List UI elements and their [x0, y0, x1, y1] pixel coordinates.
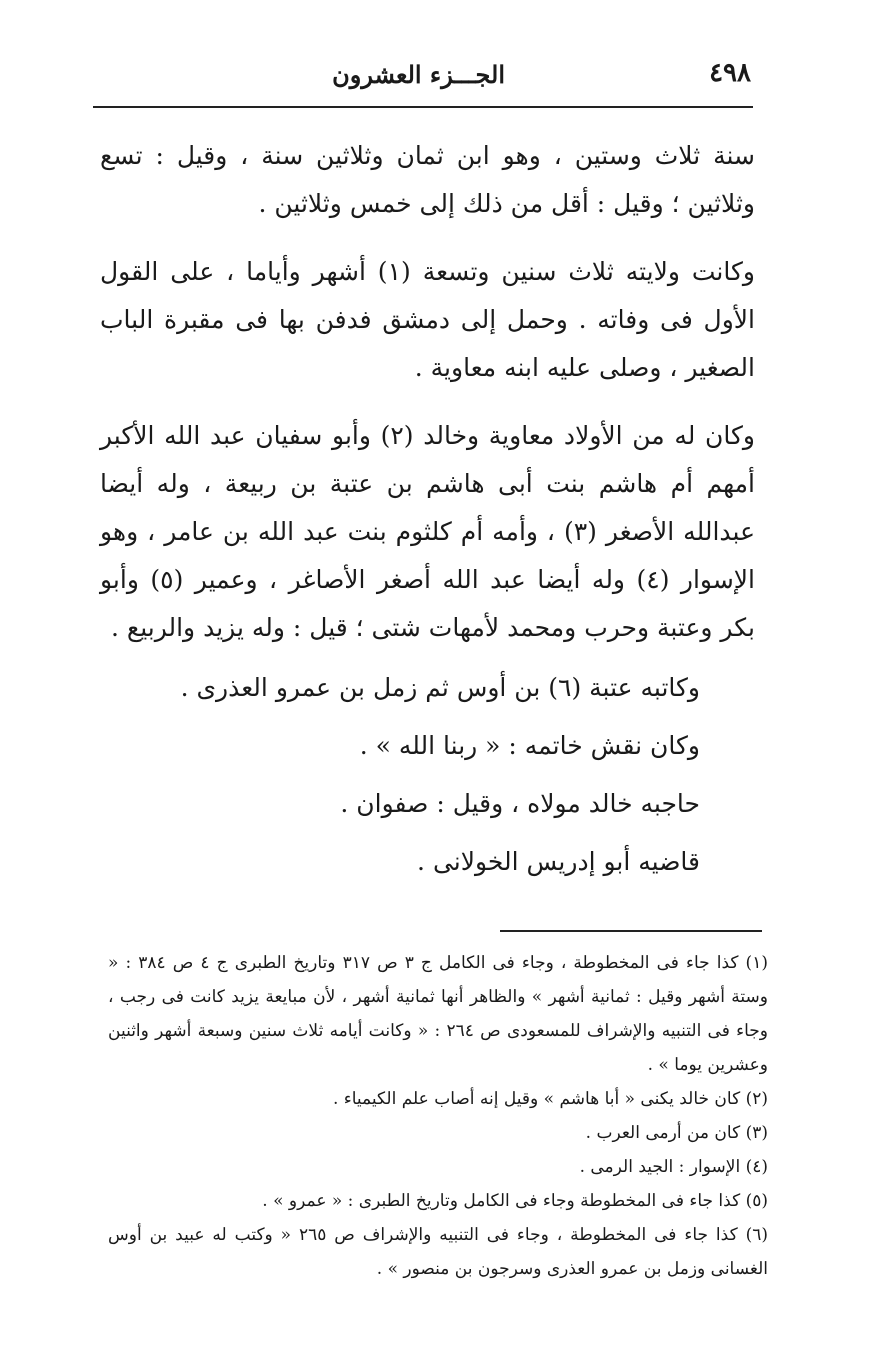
- line-scribe: وكاتبه عتبة (٦) بن أوس ثم زمل بن عمرو العذرى .: [180, 673, 700, 702]
- footnotes: [108, 946, 768, 1286]
- line-judge: قاضيه أبو إدريس الخولانى .: [417, 847, 700, 876]
- running-title: الجـــزء العشرون: [332, 60, 505, 89]
- header-rule: [93, 106, 753, 108]
- line-seal-inscription: وكان نقش خاتمه : « ربنا الله » .: [359, 731, 700, 760]
- paragraph-children: وكان له من الأولاد معاوية وخالد (٢) وأبو سفيان عبد الله الأكبر أمهم أم هاشم بنت أبى هاشم بن عتبة بن ربيعة ، وله أيضا عبدالله الأصغر (٣) ، وأمه أم كلثوم بنت عبد الله بن عامر ، وهو الإسوار (٤) وله أيضا عبد الله أصغر الأصاغر ، وعمير (٥) وأبو بكر وعتبة وحرب ومحمد لأمهات شتى ؛ قيل : وله يزيد والربيع .: [100, 421, 755, 642]
- page-header: [95, 58, 755, 98]
- paragraph-death-age: سنة ثلاث وستين ، وهو ابن ثمان وثلاثين سنة ، وقيل : تسع وثلاثين ؛ وقيل : أقل من ذلك إلى خمس وثلاثين .: [100, 141, 755, 218]
- footnote-4: (٤) الإسوار : الجيد الرمى .: [579, 1157, 768, 1177]
- footnote-rule: [500, 930, 762, 932]
- footnote-3: (٣) كان من أرمى العرب .: [585, 1123, 768, 1143]
- footnote-5: (٥) كذا جاء فى المخطوطة وجاء فى الكامل وتاريخ الطبرى : « عمرو » .: [262, 1191, 768, 1211]
- footnote-2: (٢) كان خالد يكنى « أبا هاشم » وقيل إنه أصاب علم الكيمياء .: [332, 1089, 768, 1109]
- line-chamberlain: حاجبه خالد مولاه ، وقيل : صفوان .: [340, 789, 700, 818]
- paragraph-reign-burial: وكانت ولايته ثلاث سنين وتسعة (١) أشهر وأياما ، على القول الأول فى وفاته . وحمل إلى دمشق فدفن بها فى مقبرة الباب الصغير ، وصلى عليه ابنه معاوية .: [100, 257, 755, 382]
- footnote-6: (٦) كذا جاء فى المخطوطة ، وجاء فى التنبيه والإشراف ص ٢٦٥ « وكتب له عبيد بن أوس الغسانى وزمل بن عمرو العذرى وسرجون بن منصور » .: [108, 1225, 768, 1279]
- footnote-1: (١) كذا جاء فى المخطوطة ، وجاء فى الكامل ج ٣ ص ٣١٧ وتاريخ الطبرى ج ٤ ص ٣٨٤ : « وستة أشهر وقيل : ثمانية أشهر » والظاهر أنها ثمانية أشهر ، لأن مبايعة يزيد كانت فى رجب ، وجاء فى التنبيه والإشراف للمسعودى ص ٢٦٤ : « وكانت أيامه ثلاث سنين وسبعة أشهر واثنين وعشرين يوما » .: [108, 953, 768, 1075]
- page-number: ٤٩٨: [709, 58, 751, 88]
- main-text: [100, 132, 755, 896]
